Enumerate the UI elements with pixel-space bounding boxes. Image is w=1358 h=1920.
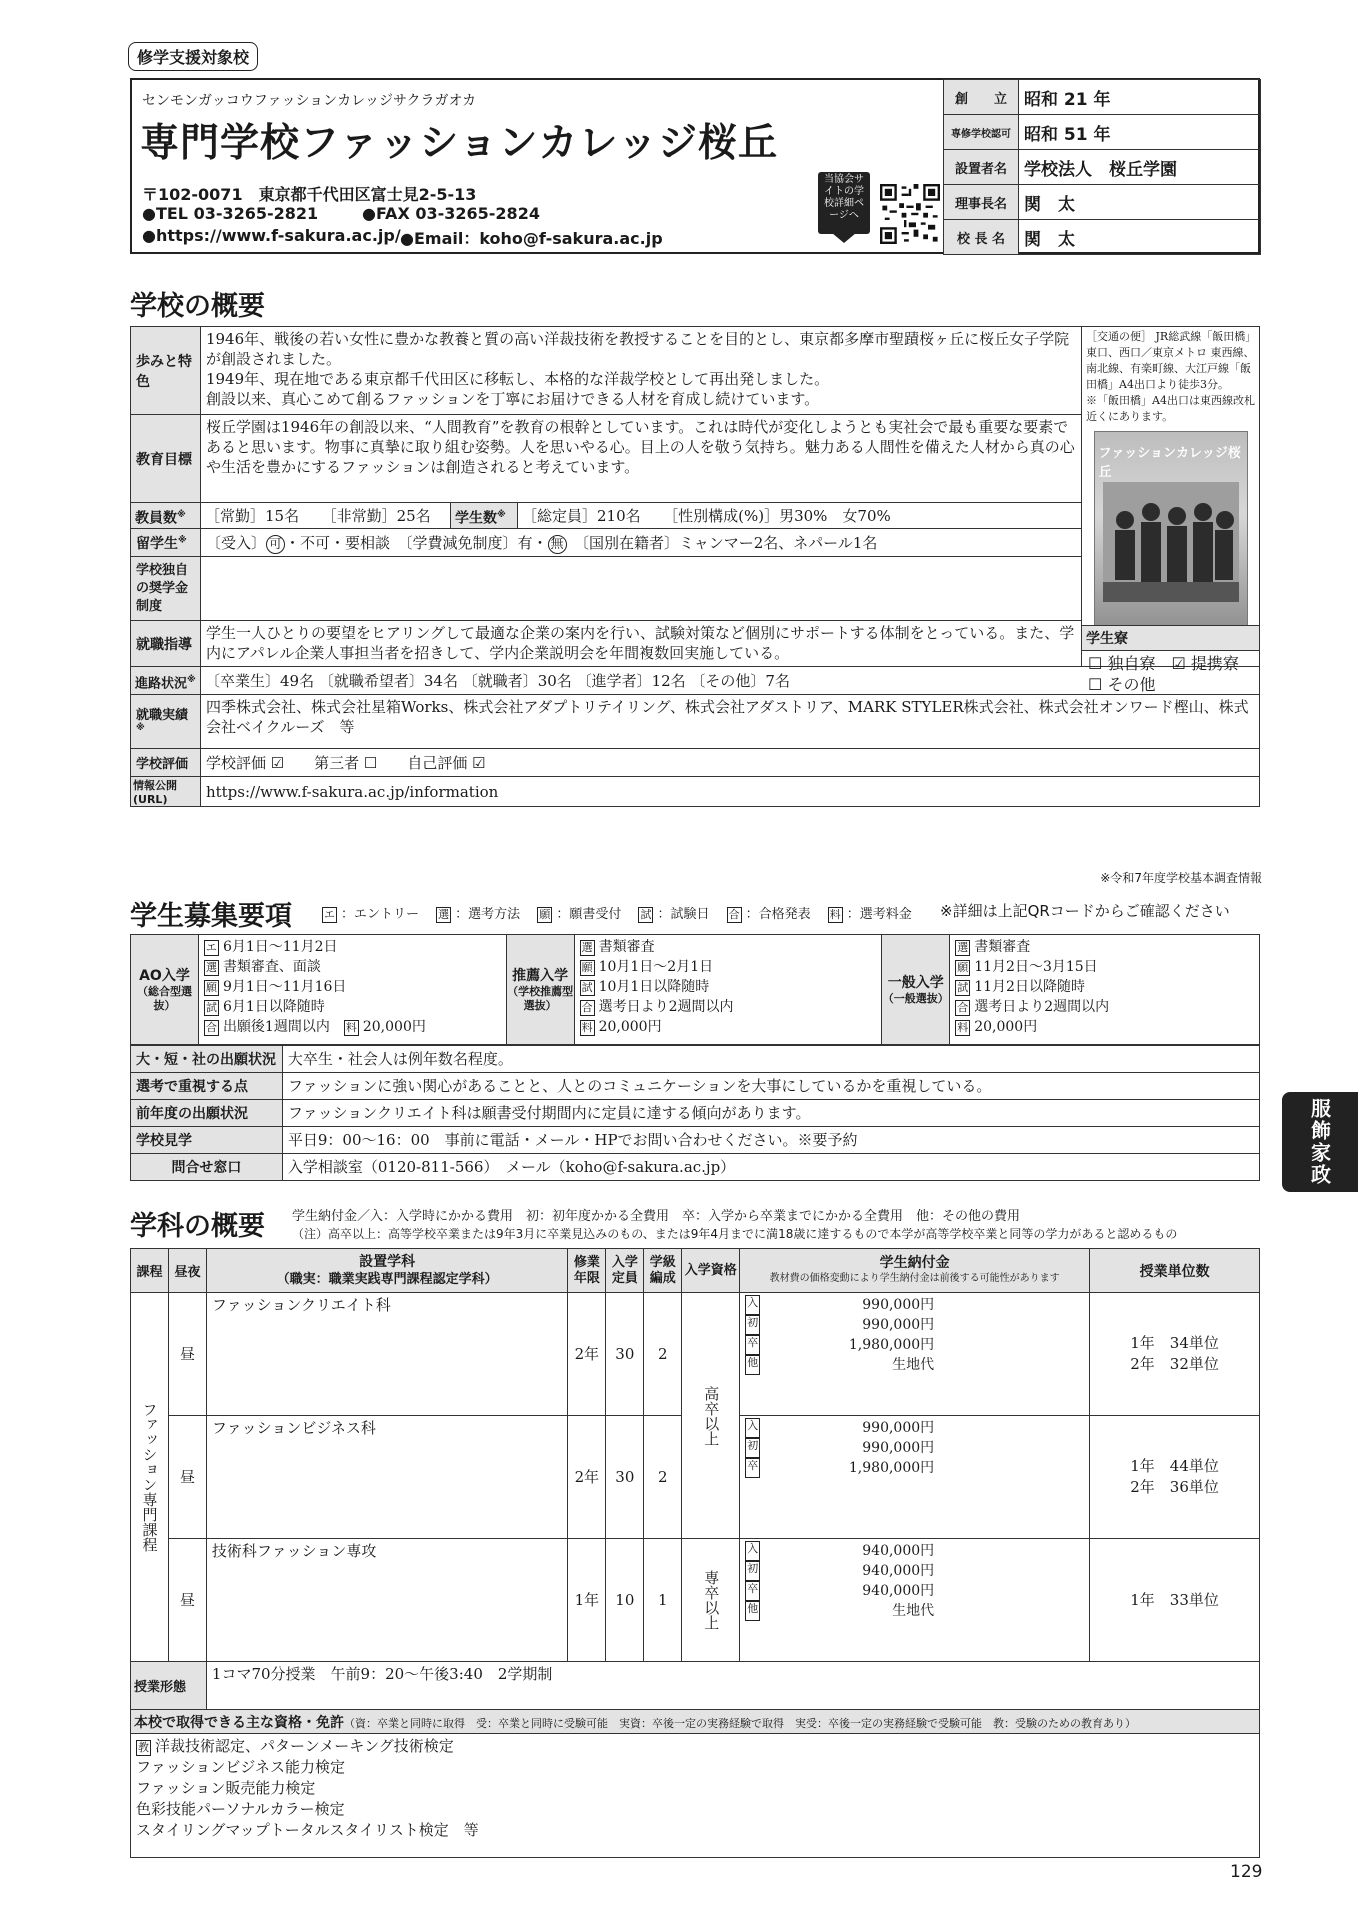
dept-fees: 入 990,000円 初 990,000円 卒 1,980,000円 — [740, 1416, 1090, 1539]
fact-value: 昭和 21 年 — [1019, 80, 1261, 115]
history-label: 歩みと特色 — [131, 327, 201, 415]
head-course: 課程 — [131, 1249, 169, 1293]
brochure-image — [1094, 431, 1248, 639]
ao-label: AO入学 （総合型選抜） — [131, 935, 199, 1045]
intl-label: 留学生※ — [131, 529, 201, 557]
recruit-row-value: 大卒生・社会人は例年数名程度。 — [282, 1046, 1259, 1073]
dept-time: 昼 — [168, 1416, 206, 1539]
dept-name: ファッションクリエイト科 — [206, 1293, 567, 1416]
dept-legend-fees: 学生納付金／入：入学時にかかる費用 初：初年度かかる全費用 卒：入学から卒業までにかかる全費用 他：その他の費用 — [292, 1209, 1021, 1224]
dept-qual: 高卒以上 — [682, 1293, 740, 1539]
school-facts-table — [943, 79, 1261, 255]
access-text: ［交通の便］ JR総武線「飯田橋」東口、西口／東京メトロ 東西線、南北線、有楽町線、大江戸線「飯田橋」A4出口より徒歩3分。 ※「飯田橋」A4出口は東西線改札近くにあります。 — [1086, 330, 1255, 423]
overview-title: 学校の概要 — [130, 291, 265, 322]
head-subject: 設置学科 （職実：職業実践専門課程認定学科） — [206, 1249, 567, 1293]
info-label: 情報公開(URL) — [131, 777, 201, 807]
fact-value: 関 太 — [1019, 185, 1261, 220]
jobs-label: 就職実績※ — [131, 695, 201, 749]
dept-capacity: 30 — [606, 1416, 644, 1539]
dept-capacity: 10 — [606, 1539, 644, 1662]
dept-legend-note: （注）高卒以上：高等学校卒業または9年3月に卒業見込みのもの、または9年4月までに満18歳に達するもので本学が高等学校卒業と同等の学力があると認めるもの — [292, 1227, 1178, 1241]
head-qual: 入学資格 — [682, 1249, 740, 1293]
history-text: 1946年、戦後の若い女性に豊かな教養と質の高い洋裁技術を教授することを目的とし、東京都多摩市聖蹟桜ヶ丘に桜丘女子学院が創設されました。 1949年、現在地である東京都千代田区に移転し、本格的な洋裁学校として再出発しました。 創設以来、真心こめて創るファッションを丁寧にお届けできる人材を育成し続けています。 — [200, 327, 1081, 415]
dept-title: 学科の概要 — [130, 1211, 265, 1242]
page-number: 129 — [1230, 1862, 1263, 1882]
head-time: 昼夜 — [168, 1249, 206, 1293]
dept-class: 1 — [644, 1539, 682, 1662]
recruit-row-value: ファッションに強い関心があることと、人とのコミュニケーションを大事にしているかを重視している。 — [282, 1073, 1259, 1100]
quals-list: 教 洋裁技術認定、パターンメーキング技術検定 ファッションビジネス能力検定 ファッション販売能力検定 色彩技能パーソナルカラー検定 スタイリングマップトータルスタイリスト検定 等 — [131, 1734, 1260, 1858]
recruit-info-table — [130, 1045, 1260, 1181]
recruit-title: 学生募集要項 — [130, 901, 292, 932]
dept-years: 1年 — [568, 1539, 606, 1662]
overview-table — [130, 326, 1260, 807]
fact-label: 理事長名 — [944, 185, 1019, 220]
recruit-row-label: 前年度の出願状況 — [131, 1100, 283, 1127]
dept-class: 2 — [644, 1293, 682, 1416]
dept-capacity: 30 — [606, 1293, 644, 1416]
dept-name: 技術科ファッション専攻 — [206, 1539, 567, 1662]
dorm-option-other: ☐ その他 — [1088, 675, 1156, 694]
students-label: 学生数※ — [450, 503, 518, 528]
dorm-options — [1088, 653, 1239, 695]
fact-label: 校 長 名 — [944, 220, 1019, 255]
fact-label: 専修学校認可 — [944, 115, 1019, 150]
school-header — [130, 78, 1260, 254]
dept-years: 2年 — [568, 1416, 606, 1539]
qr-note-pointer-icon — [832, 233, 856, 243]
contact-value[interactable]: 入学相談室（0120-811-566） メール（koho@f-sakura.ac.jp） — [282, 1154, 1259, 1181]
students-value: ［総定員］210名 ［性別構成(%)］男30% 女70% — [522, 507, 891, 525]
dept-units: 1年 34単位 2年 32単位 — [1090, 1293, 1260, 1416]
survey-note: ※令和7年度学校基本調査情報 — [1100, 871, 1262, 885]
support-badge: 修学支援対象校 — [128, 42, 258, 71]
recruit-row-label: 問合せ窓口 — [131, 1154, 283, 1181]
school-website-link[interactable]: ●https://www.f-sakura.ac.jp/ — [142, 226, 401, 245]
intl-value: 〔受入〕 可 ・不可・要相談 〔学費減免制度〕有・ 無 〔国別在籍者〕ミャンマー2名、ネパール1名 — [200, 529, 1081, 557]
head-class: 学級編成 — [644, 1249, 682, 1293]
ao-details: エ 6月1日～11月2日 選 書類審査、面談 願 9月1日～11月16日 試 6月1日以降随時 合 出願後1週間以内 料 20,000円 — [198, 935, 506, 1045]
quals-header: 本校で取得できる主な資格・免許（資：卒業と同時に取得 受：卒業と同時に受験可能 実資：卒後一定の実務経験で取得 実受：卒後一定の実務経験で受験可能 教：受験のための教育あり） — [131, 1710, 1260, 1734]
qr-note: 当協会サイトの学校詳細ページへ — [818, 172, 870, 234]
job-support-label: 就職指導 — [131, 621, 201, 667]
fact-label: 設置者名 — [944, 150, 1019, 185]
dept-qual: 専卒以上 — [682, 1539, 740, 1662]
path-label: 進路状況※ — [131, 667, 201, 694]
head-years: 修業年限 — [568, 1249, 606, 1293]
goal-label: 教育目標 — [131, 415, 201, 503]
school-tel: ●TEL 03-3265-2821 — [142, 204, 319, 223]
gen-label: 一般入学 （一般選抜） — [882, 935, 950, 1045]
qr-hint: ※詳細は上記QRコードからご確認ください — [940, 902, 1230, 920]
dept-time: 昼 — [168, 1539, 206, 1662]
dorm-option-own: ☐ 独自寮 — [1088, 654, 1156, 673]
side-info-cell — [1082, 327, 1260, 694]
scholarship-value — [200, 557, 1081, 621]
eval-label: 学校評価 — [131, 749, 201, 777]
job-support-text: 学生一人ひとりの要望をヒアリングして最適な企業の案内を行い、試験対策など個別にサポートする体制をとっている。また、学内にアパレル企業人事担当者を招きして、学内企業説明会を年間複数回実施している。 — [200, 621, 1081, 667]
school-name: 専門学校ファッションカレッジ桜丘 — [140, 121, 779, 166]
category-side-tab[interactable]: 服飾家政 — [1282, 1092, 1358, 1192]
dept-class: 2 — [644, 1416, 682, 1539]
brochure-photo-icon — [1103, 482, 1239, 602]
recruit-legend: エ ：エントリー 選 ：選考方法 願 ：願書受付 試 ：試験日 合 ：合格発表 料 ：選考料金 — [324, 907, 912, 922]
head-fee: 学生納付金 教材費の価格変動により学生納付金は前後する可能性があります — [740, 1249, 1090, 1293]
fact-label: 創 立 — [944, 80, 1019, 115]
dept-time: 昼 — [168, 1293, 206, 1416]
recruit-row-label: 学校見学 — [131, 1127, 283, 1154]
fact-value: 昭和 51 年 — [1019, 115, 1261, 150]
dorm-label: 学生寮 — [1082, 625, 1259, 651]
gen-details: 選 書類審査 願 11月2日～3月15日 試 11月2日以降随時 合 選考日より2週間以内 料 20,000円 — [950, 935, 1260, 1045]
school-address: 〒102-0071 東京都千代田区富士見2-5-13 — [142, 185, 477, 204]
recruit-row-value: 平日9：00～16：00 事前に電話・メール・HPでお問い合わせください。※要予約 — [282, 1127, 1259, 1154]
course-name: ファッション専門課程 — [131, 1293, 169, 1662]
dept-units: 1年 44単位 2年 36単位 — [1090, 1416, 1260, 1539]
school-email-link[interactable]: ●Email：koho@f-sakura.ac.jp — [400, 229, 663, 248]
scholarship-label: 学校独自の奨学金制度 — [131, 557, 201, 621]
intl-fee-circle: 無 — [548, 535, 567, 554]
school-kana: センモンガッコウファッションカレッジサクラガオカ — [142, 93, 477, 109]
rec-label: 推薦入学 （学校推薦型選抜） — [506, 935, 574, 1045]
recruit-row-value: ファッションクリエイト科は願書受付期間内に定員に達する傾向があります。 — [282, 1100, 1259, 1127]
dept-fees: 入 990,000円 初 990,000円 卒 1,980,000円 他 生地代 — [740, 1293, 1090, 1416]
info-link[interactable]: https://www.f-sakura.ac.jp/information — [200, 777, 1259, 807]
eval-value: 学校評価 ☑ 第三者 ☐ 自己評価 ☑ — [200, 749, 1259, 777]
teachers-value: ［常勤］15名 ［非常勤］25名 — [205, 507, 431, 525]
brochure-title: ファッションカレッジ桜丘 — [1098, 446, 1241, 480]
school-fax: ●FAX 03-3265-2824 — [362, 204, 540, 223]
teachers-label: 教員数※ — [131, 503, 201, 528]
fact-value: 学校法人 桜丘学園 — [1019, 150, 1261, 185]
recruit-row-label: 選考で重視する点 — [131, 1073, 283, 1100]
path-value: 〔卒業生〕49名 〔就職希望者〕34名 〔就職者〕30名 〔進学者〕12名 〔その他〕7名 — [205, 672, 790, 690]
form-value: 1コマ70分授業 午前9：20～午後3:40 2学期制 — [206, 1662, 1259, 1710]
qr-code-icon[interactable] — [880, 184, 940, 244]
dept-table — [130, 1248, 1260, 1858]
recruit-table — [130, 934, 1260, 1045]
goal-text: 桜丘学園は1946年の創設以来、“人間教育”を教育の根幹としています。これは時代が変化しようとも実社会で最も重要な要素であると思います。物事に真摯に取り組む姿勢。人を思いやる心。目上の人を敬う気持ち。魅力ある人間性を備えた人材から真の心や生活を豊かにするファッションは創造されると考えています。 — [200, 415, 1081, 503]
dept-name: ファッションビジネス科 — [206, 1416, 567, 1539]
dept-units: 1年 33単位 — [1090, 1539, 1260, 1662]
head-units: 授業単位数 — [1090, 1249, 1260, 1293]
fact-value: 関 太 — [1019, 220, 1261, 255]
rec-details: 選 書類審査 願 10月1日～2月1日 試 10月1日以降随時 合 選考日より2週間以内 料 20,000円 — [574, 935, 882, 1045]
dorm-option-partner: ☑ 提携寮 — [1171, 654, 1239, 673]
dept-fees: 入 940,000円 初 940,000円 卒 940,000円 他 生地代 — [740, 1539, 1090, 1662]
intl-accept-circle: 可 — [266, 535, 285, 554]
jobs-value: 四季株式会社、株式会社星箱Works、株式会社アダプトリテイリング、株式会社アダストリア、MARK STYLER株式会社、株式会社オンワード樫山、株式会社ベイクルーズ 等 — [200, 695, 1259, 749]
recruit-row-label: 大・短・社の出願状況 — [131, 1046, 283, 1073]
dept-years: 2年 — [568, 1293, 606, 1416]
head-capacity: 入学定員 — [606, 1249, 644, 1293]
form-label: 授業形態 — [131, 1662, 207, 1710]
